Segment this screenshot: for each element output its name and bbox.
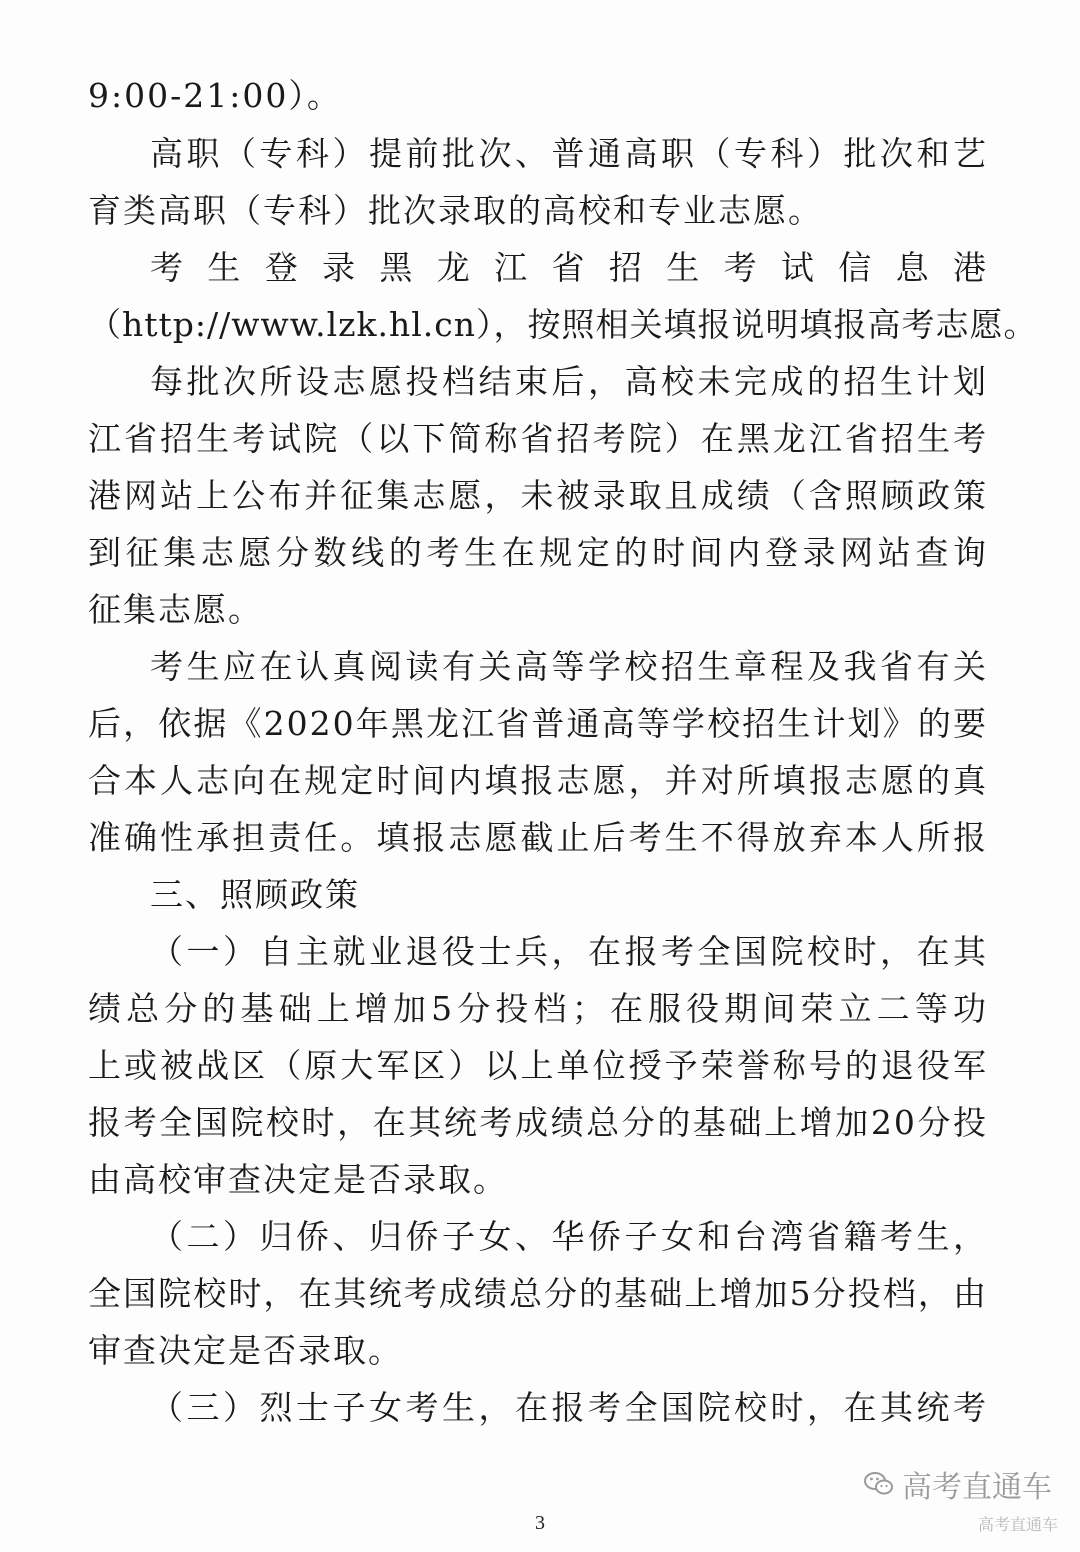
watermark	[864, 1462, 1052, 1506]
text-line: 高职（专科）提前批次、普通高职（专科）批次和艺	[150, 134, 988, 173]
watermark-subtext: 高考直通车	[977, 1515, 1058, 1534]
text-line: 准确性承担责任。填报志愿截止后考生不得放弃本人所报	[88, 818, 988, 857]
section-heading: 三、照顾政策	[150, 875, 360, 914]
text-line: 9:00-21:00）。	[88, 76, 342, 115]
text-line: 考生应在认真阅读有关高等学校招生章程及我省有关	[150, 647, 988, 686]
text-line: 上或被战区（原大军区）以上单位授予荣誉称号的退役军	[88, 1046, 988, 1085]
text-line: 到征集志愿分数线的考生在规定的时间内登录网站查询	[88, 533, 988, 572]
text-line: 报考全国院校时，在其统考成绩总分的基础上增加20分投	[88, 1103, 988, 1142]
text-line: 港网站上公布并征集志愿，未被录取且成绩（含照顾政策	[88, 476, 988, 515]
text-line: （三）烈士子女考生，在报考全国院校时，在其统考	[150, 1388, 988, 1427]
page-number: 3	[535, 1512, 545, 1534]
text-line: 征集志愿。	[88, 590, 263, 629]
text-line: 全国院校时，在其统考成绩总分的基础上增加5分投档，由	[88, 1274, 988, 1313]
text-line: （http://www.lzk.hl.cn），按照相关填报说明填报高考志愿。	[88, 305, 1038, 344]
watermark-text: 高考直通车	[902, 1470, 1052, 1505]
text-line: 每批次所设志愿投档结束后，高校未完成的招生计划	[150, 362, 988, 401]
text-line: 后，依据《2020年黑龙江省普通高等学校招生计划》的要	[88, 704, 988, 743]
text-line: 绩总分的基础上增加5分投档；在服役期间荣立二等功	[88, 989, 988, 1028]
text-line: 江省招生考试院（以下简称省招考院）在黑龙江省招生考	[88, 419, 988, 458]
text-line: 由高校审查决定是否录取。	[88, 1160, 508, 1199]
text-line: 合本人志向在规定时间内填报志愿，并对所填报志愿的真	[88, 761, 988, 800]
text-line: 考生登录黑龙江省招生考试信息港	[150, 248, 988, 287]
text-line: 育类高职（专科）批次录取的高校和专业志愿。	[88, 191, 823, 230]
wechat-icon	[864, 1471, 894, 1497]
text-line: （一）自主就业退役士兵，在报考全国院校时，在其	[150, 932, 988, 971]
text-line: 审查决定是否录取。	[88, 1331, 403, 1370]
text-line: （二）归侨、归侨子女、华侨子女和台湾省籍考生，	[150, 1217, 988, 1256]
